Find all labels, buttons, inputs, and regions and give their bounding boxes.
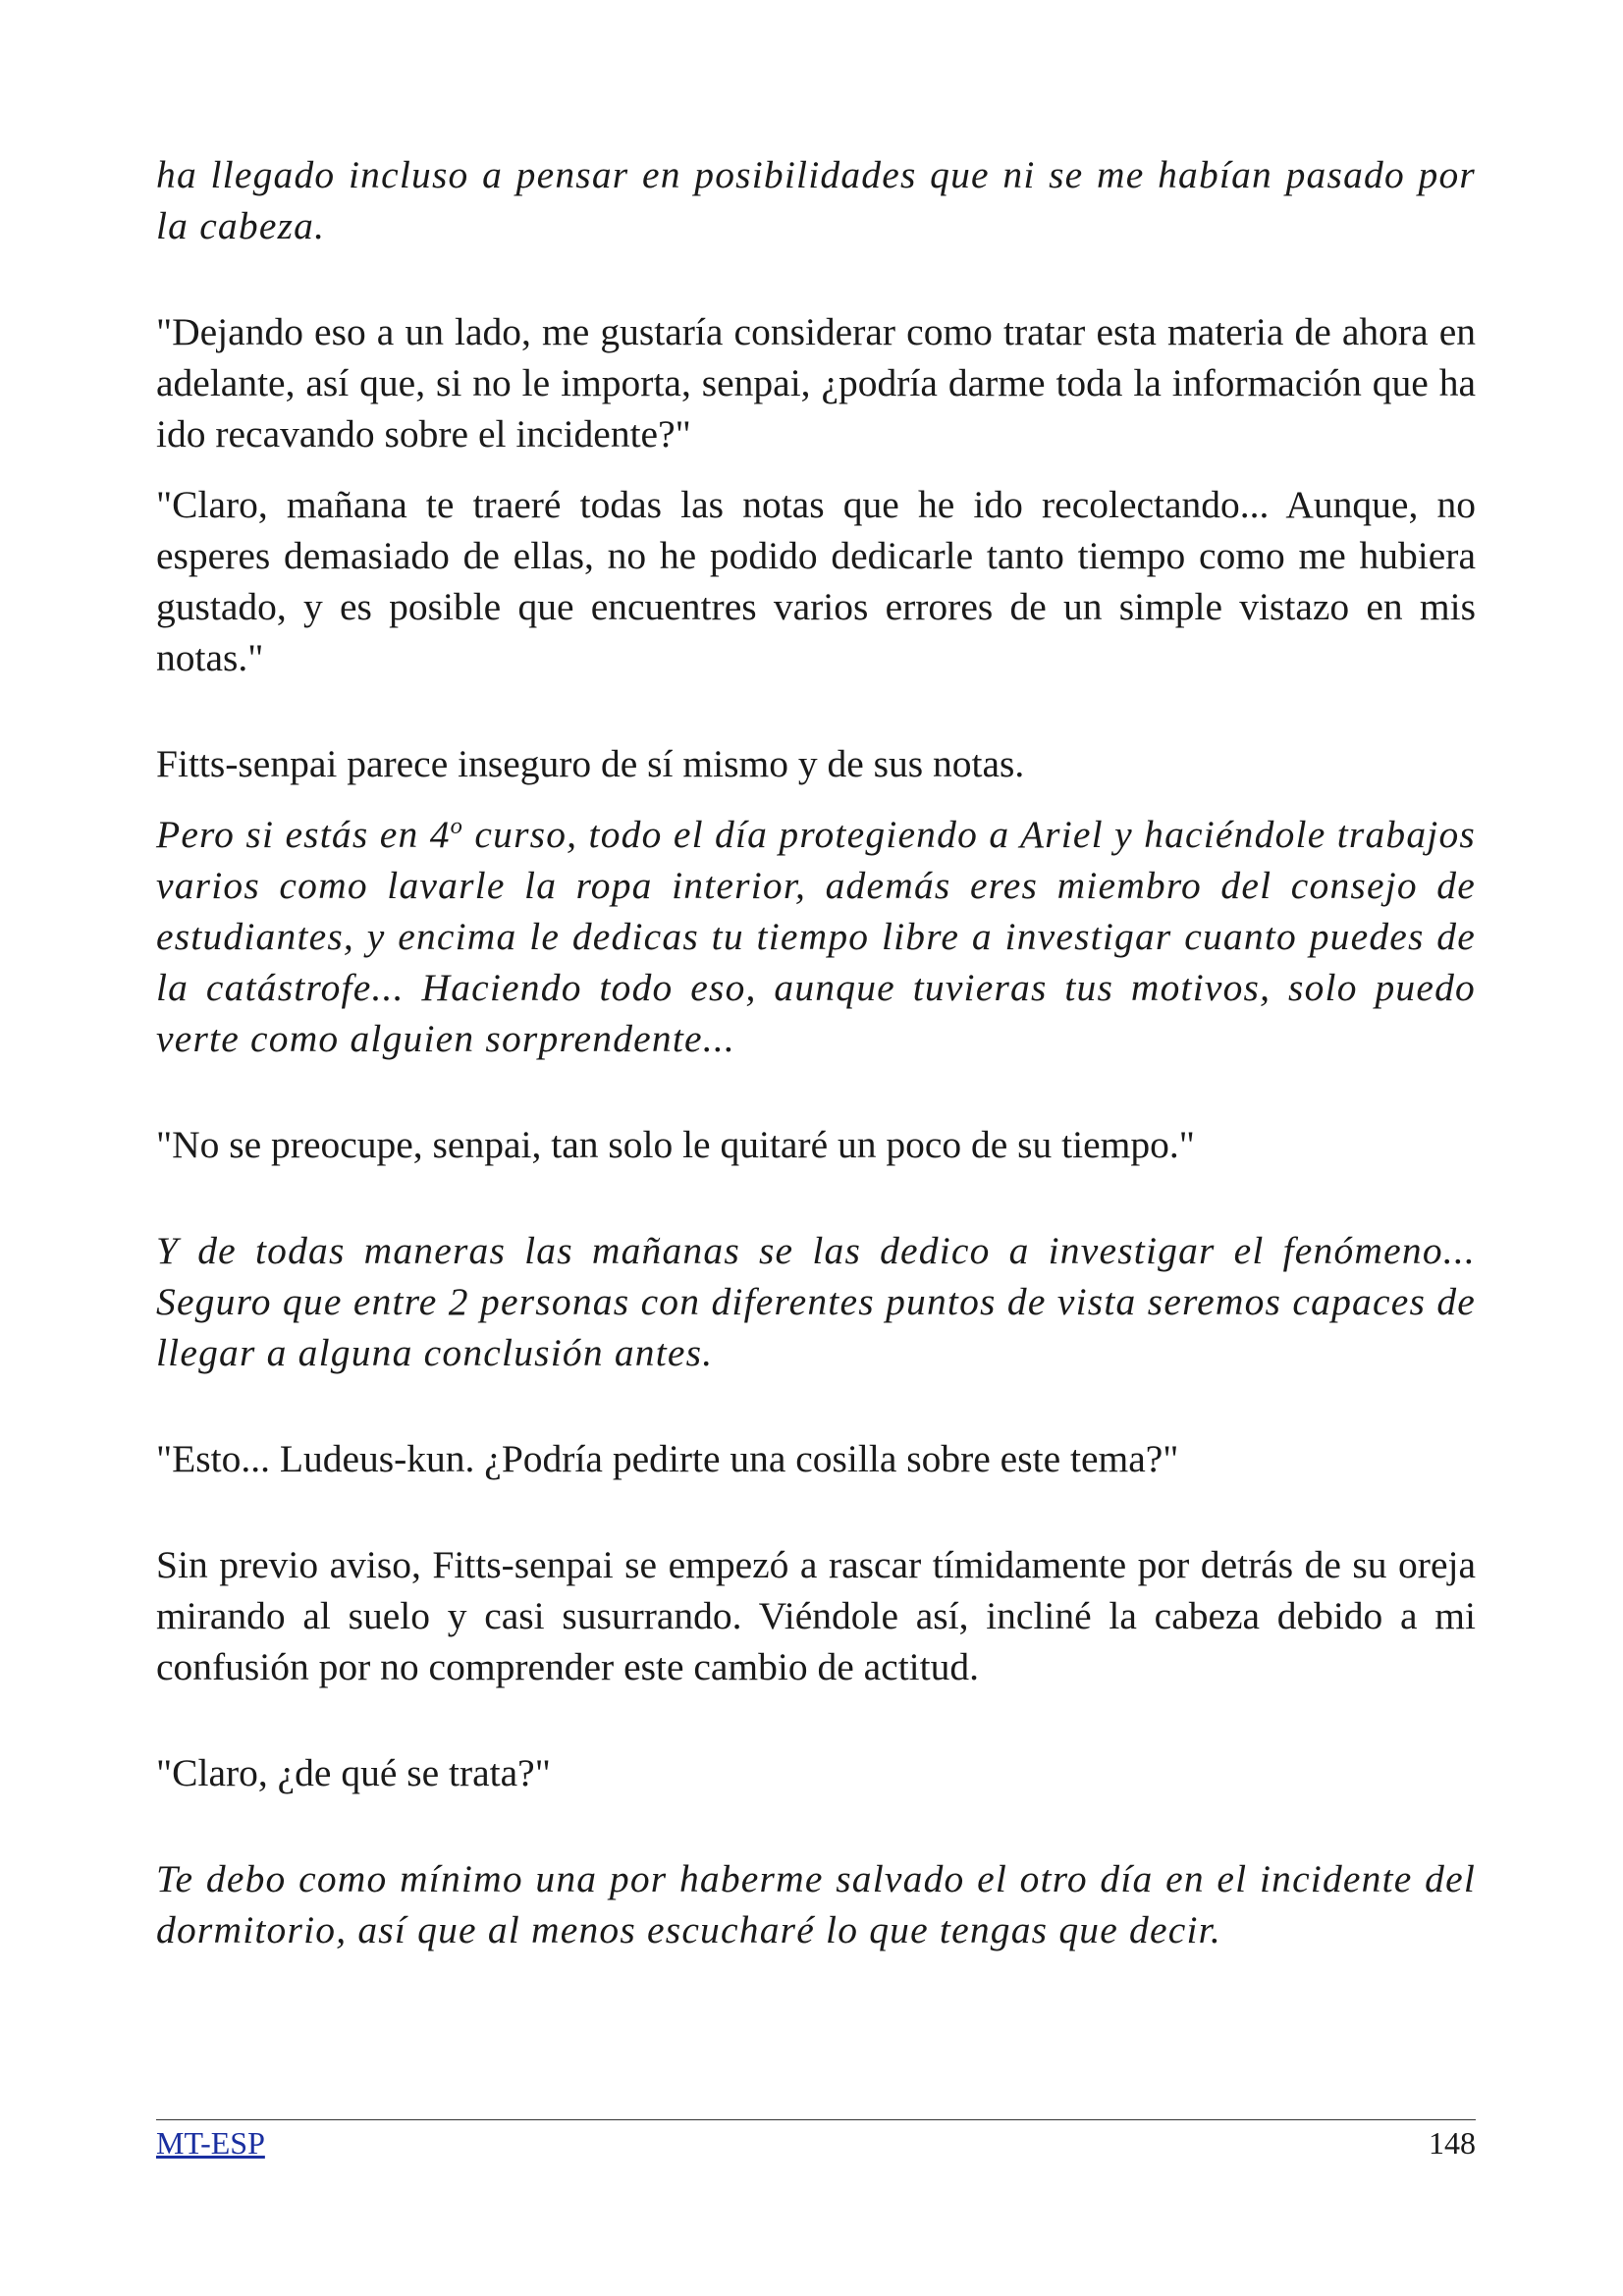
paragraph-dialogue-4: "Esto... Ludeus-kun. ¿Podría pedirte una cosilla sobre este tema?" <box>156 1437 1179 1480</box>
paragraph-thought-1: ha llegado incluso a pensar en posibilidades que ni se me habían pasado por la cabeza. <box>156 153 1476 247</box>
page-footer <box>156 2123 1476 2163</box>
paragraph-dialogue-5: "Claro, ¿de qué se trata?" <box>156 1751 551 1794</box>
ordinal-superscript: o <box>450 812 464 839</box>
footer-site-link[interactable]: MT-ESP <box>156 2125 265 2161</box>
paragraph-narration-2: Sin previo aviso, Fitts-senpai se empezó a rascar tímidamente por detrás de su oreja mirando al suelo y casi susurrando. Viéndole así, incliné la cabeza debido a mi confusión por no comprender este cambio de actitud. <box>156 1543 1476 1688</box>
page-number: 148 <box>1429 2125 1476 2161</box>
paragraph-thought-4: Te debo como mínimo una por haberme salvado el otro día en el incidente del dormitorio, así que al menos escucharé lo que tengas que decir. <box>156 1857 1476 1951</box>
paragraph-dialogue-3: "No se preocupe, senpai, tan solo le quitaré un poco de su tiempo." <box>156 1123 1195 1166</box>
thought-2-text-after: curso, todo el día protegiendo a Ariel y haciéndole trabajos varios como lavarle la ropa interior, además eres miembro del consejo de estudiantes, y encima le dedicas tu tiempo libre a investigar cuanto puedes de la catástrofe... Haciendo todo eso, aunque tuvieras tus motivos, solo puedo verte como alguien sorprendente... <box>156 813 1477 1060</box>
footer-divider <box>156 2119 1476 2120</box>
paragraph-dialogue-2: "Claro, mañana te traeré todas las notas que he ido recolectando... Aunque, no esperes demasiado de ellas, no he podido dedicarle tanto tiempo como me hubiera gustado, y es posible que encuentres varios errores de un simple vistazo en mis notas." <box>156 483 1476 679</box>
paragraph-dialogue-1: "Dejando eso a un lado, me gustaría considerar como tratar esta materia de ahora en adelante, así que, si no le importa, senpai, ¿podría darme toda la información que ha ido recavando sobre el incidente?" <box>156 310 1476 455</box>
page-body <box>156 149 1476 1955</box>
paragraph-thought-2 <box>156 809 1476 1064</box>
paragraph-thought-3: Y de todas maneras las mañanas se las dedico a investigar el fenómeno... Seguro que entre 2 personas con diferentes puntos de vista seremos capaces de llegar a alguna conclusión antes. <box>156 1229 1476 1374</box>
paragraph-narration-1: Fitts-senpai parece inseguro de sí mismo y de sus notas. <box>156 742 1025 785</box>
thought-2-text-before: Pero si estás en 4 <box>156 813 451 856</box>
